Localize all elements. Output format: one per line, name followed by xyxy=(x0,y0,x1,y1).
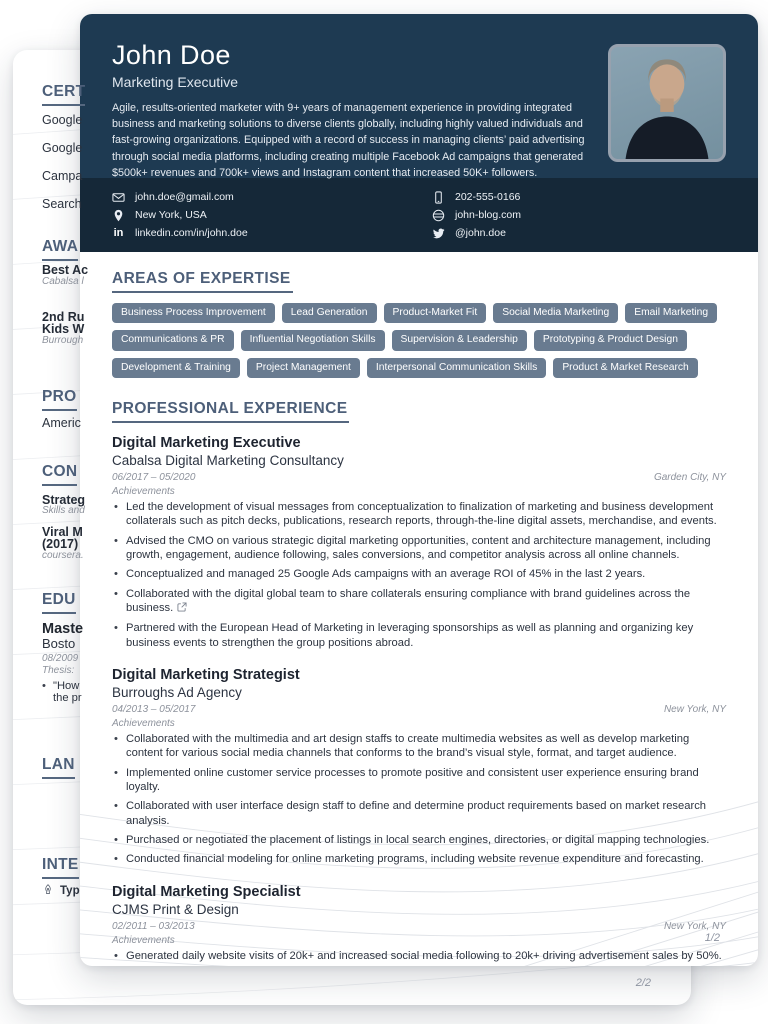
phone-icon xyxy=(432,191,445,204)
job-dates: 04/2013 – 05/2017 xyxy=(112,703,196,715)
page2-item: • "How xyxy=(42,680,79,692)
page2-item: Maste xyxy=(42,621,84,637)
contact-location[interactable] xyxy=(112,208,432,222)
experience-entry xyxy=(112,884,726,966)
job-meta-row xyxy=(112,704,726,715)
achievement-bullet-text: Led the development of visual messages from conceptualization to finalization of marketing and business development collaterals such as pitch decks, publications, research reports, through-the-line digital assets, merchandise, and events. xyxy=(126,500,717,528)
job-company: Burroughs Ad Agency xyxy=(112,684,242,700)
contact-phone[interactable] xyxy=(432,190,726,204)
expertise-tag: Product-Market Fit xyxy=(384,303,487,323)
contact-linkedin[interactable] xyxy=(112,226,432,240)
page2-item: Viral M xyxy=(42,525,83,539)
candidate-summary: Agile, results-oriented marketer with 9+ years of management experience in providing integrated business and marketing solutions to diverse clients globally, including highly valued individuals and fast-growing organizations. Equipped with a record of success in managing clients’ paid advertising through social media platforms, including creating multiple Facebook Ad campaigns that generated $500k+ revenues and 700k+ views and Instagram content that increased 50K+ followers. xyxy=(112,102,585,179)
profile-photo xyxy=(608,44,726,162)
achievement-bullet xyxy=(112,949,726,963)
page2-item: Google xyxy=(42,113,83,127)
achievement-bullet xyxy=(112,587,726,617)
resume-page-1 xyxy=(80,14,758,966)
achievement-bullets xyxy=(112,732,726,867)
achievement-bullet xyxy=(112,799,726,828)
page2-item: Cabalsa l xyxy=(42,276,84,287)
contact-linkedin-text: linkedin.com/in/john.doe xyxy=(135,227,248,239)
expertise-tag: Project Management xyxy=(247,358,360,378)
contact-website-text: john-blog.com xyxy=(455,209,521,221)
achievement-bullet xyxy=(112,500,726,529)
expertise-tag: Lead Generation xyxy=(282,303,377,323)
contact-website[interactable] xyxy=(432,208,726,222)
section-areas-of-expertise xyxy=(112,270,726,378)
page2-number: 2/2 xyxy=(635,977,651,989)
achievement-bullet-text: Collaborated with the digital global team to share collaterals ensuring compliance with brand guidelines across the business. xyxy=(126,587,691,614)
job-title: Digital Marketing Executive xyxy=(112,434,301,451)
page2-section-heading: PRO xyxy=(42,388,77,411)
achievement-bullets xyxy=(112,500,726,650)
expertise-tag: Supervision & Leadership xyxy=(392,330,527,350)
achievements-label: Achievements xyxy=(112,717,175,729)
twitter-icon xyxy=(432,227,445,240)
page2-section-heading: AWA xyxy=(42,238,78,261)
contact-bar xyxy=(80,178,758,252)
email-icon xyxy=(112,191,125,204)
experience-entries xyxy=(112,435,726,966)
contact-location-text: New York, USA xyxy=(135,209,207,221)
achievement-bullet xyxy=(112,732,726,761)
job-company: Cabalsa Digital Marketing Consultancy xyxy=(112,452,344,468)
expertise-tag: Social Media Marketing xyxy=(493,303,618,323)
pen-nib-icon xyxy=(42,883,54,899)
page2-item: Americ xyxy=(42,416,81,430)
achievement-bullet xyxy=(112,534,726,563)
experience-entry xyxy=(112,435,726,650)
experience-entry xyxy=(112,667,726,867)
expertise-tag: Interpersonal Communication Skills xyxy=(367,358,546,378)
contact-email[interactable] xyxy=(112,190,432,204)
achievement-bullet xyxy=(112,833,726,847)
page2-item: 2nd Ru xyxy=(42,310,85,324)
job-title: Digital Marketing Strategist xyxy=(112,666,300,683)
page2-section-heading: EDU xyxy=(42,591,76,614)
expertise-tag: Email Marketing xyxy=(625,303,717,323)
external-link-icon[interactable] xyxy=(177,602,187,616)
achievement-bullet-text: Collaborated with user interface design staff to define and determine product requirements based on market research analysis. xyxy=(126,800,707,827)
page2-item: Search xyxy=(42,197,82,211)
achievement-bullet-text: Purchased or negotiated the placement of listings in local search engines, directories, or digital mapping technologies. xyxy=(126,833,710,846)
page2-item: Bosto xyxy=(42,636,76,651)
job-company: CJMS Print & Design xyxy=(112,901,239,917)
page2-item: Best Ac xyxy=(42,263,89,277)
page2-section-heading: CON xyxy=(42,463,77,486)
job-location: Garden City, NY xyxy=(653,471,726,483)
expertise-tag: Business Process Improvement xyxy=(112,303,275,323)
achievement-bullet-text: Conducted financial modeling for online marketing programs, including website revenue expenditure and forecasting. xyxy=(126,853,704,866)
achievement-bullet xyxy=(112,567,726,581)
page2-item: Google xyxy=(42,141,83,155)
section-professional-experience xyxy=(112,400,726,966)
section-heading-experience: PROFESSIONAL EXPERIENCE xyxy=(112,400,349,423)
achievement-bullet xyxy=(112,766,726,795)
job-dates: 06/2017 – 05/2020 xyxy=(112,471,196,483)
expertise-tag: Influential Negotiation Skills xyxy=(241,330,385,350)
page2-interest-label: Typ xyxy=(60,885,80,897)
candidate-job-title: Marketing Executive xyxy=(112,74,239,90)
linkedin-icon: in xyxy=(113,227,124,239)
job-location: New York, NY xyxy=(663,920,726,932)
achievement-bullet-text: Partnered with the European Head of Marketing in leveraging sponsorships as well as planning and organizing key business events to strengthen the group positions abroad. xyxy=(126,622,694,649)
contact-phone-text: 202-555-0166 xyxy=(455,191,521,203)
contact-twitter[interactable] xyxy=(432,226,726,240)
page2-item: 08/2009 xyxy=(42,653,79,664)
achievements-label: Achievements xyxy=(112,485,175,497)
globe-icon xyxy=(432,209,445,222)
page2-section-heading: INTE xyxy=(42,856,79,879)
achievements-label: Achievements xyxy=(112,934,175,946)
achievement-bullet-text: Advised the CMO on various strategic digital marketing opportunities, content and architecture management, including growth, engagement, audience following, sales conversions, and competitor analysis across all online channels. xyxy=(126,534,711,561)
job-dates: 02/2011 – 03/2013 xyxy=(112,920,195,932)
job-meta-row xyxy=(112,472,726,483)
achievement-bullet xyxy=(112,852,726,866)
job-location: New York, NY xyxy=(663,703,726,715)
page2-item: (2017) xyxy=(42,537,79,551)
page1-number: 1/2 xyxy=(704,932,720,944)
page2-item: Kids W xyxy=(42,322,85,336)
contact-twitter-text: @john.doe xyxy=(455,227,506,239)
page2-item: Skills and xyxy=(42,505,85,516)
page2-item: coursera. xyxy=(42,550,84,561)
resume-header xyxy=(80,14,758,178)
page2-item: Burrough xyxy=(42,335,84,346)
expertise-tag: Development & Training xyxy=(112,358,240,378)
page2-item: Campa xyxy=(42,169,83,183)
section-heading-expertise: AREAS OF EXPERTISE xyxy=(112,270,293,293)
expertise-tag: Product & Market Research xyxy=(553,358,697,378)
location-pin-icon xyxy=(112,209,125,222)
page2-section-heading: LAN xyxy=(42,756,75,779)
page2-item: Strateg xyxy=(42,493,86,507)
job-title: Digital Marketing Specialist xyxy=(112,883,301,900)
page2-item: the pr xyxy=(53,692,82,704)
expertise-tag: Prototyping & Product Design xyxy=(534,330,687,350)
portrait-illustration xyxy=(611,47,723,159)
achievement-bullet xyxy=(112,621,726,650)
achievement-bullet-text: Conceptualized and managed 25 Google Ads campaigns with an average ROI of 45% in the last 2 years. xyxy=(126,568,646,581)
achievement-bullet-text: Implemented online customer service processes to promote positive and consistent user experience ensuring brand loyalty. xyxy=(126,766,699,793)
candidate-name: John Doe xyxy=(112,40,231,70)
achievement-bullets xyxy=(112,949,726,966)
job-meta-row xyxy=(112,921,726,932)
page2-item xyxy=(42,883,80,899)
achievement-bullet-text: Generated daily website visits of 20k+ and increased social media following to 20k+ driving advertisement sales by 50%. xyxy=(126,949,722,962)
page2-item: Thesis: xyxy=(42,665,75,676)
expertise-tag: Communications & PR xyxy=(112,330,234,350)
expertise-tag-list xyxy=(112,303,726,378)
achievement-bullet-text: Collaborated with the multimedia and art design staffs to create multimedia websites as well as develop marketing content for various social media channels that conforms to the brand’s visual style, format, and target audience. xyxy=(126,732,690,760)
page2-section-heading: CERT xyxy=(42,83,85,106)
contact-email-text: john.doe@gmail.com xyxy=(135,191,234,203)
